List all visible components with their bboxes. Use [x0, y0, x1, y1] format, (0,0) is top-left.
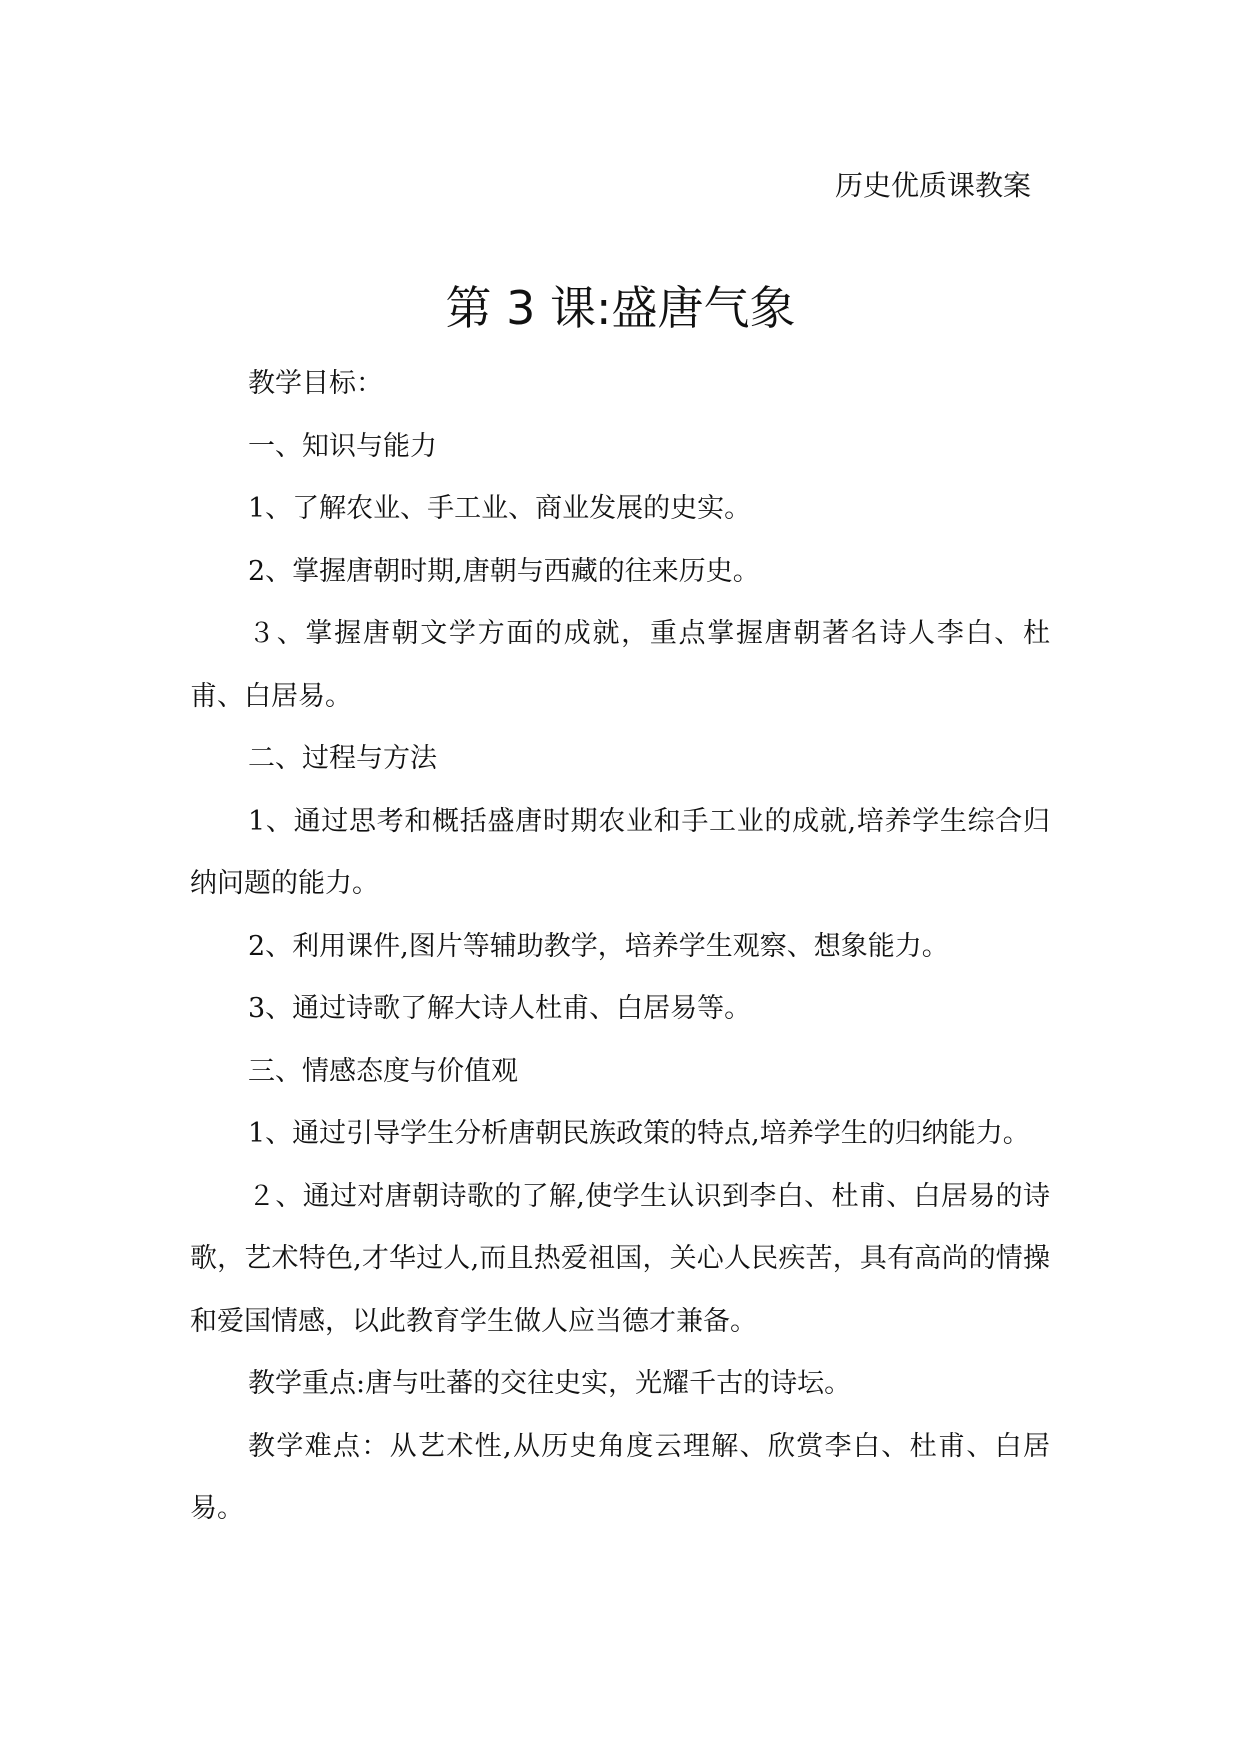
- key-points: 教学重点:唐与吐蕃的交往史实，光耀千古的诗坛。: [248, 1368, 852, 1399]
- section-heading-objectives: 教学目标：: [248, 368, 383, 399]
- list-item: 3、通过诗歌了解大诗人杜甫、白居易等。: [248, 993, 752, 1024]
- subsection-heading-process: 二、过程与方法: [248, 743, 437, 774]
- subsection-heading-knowledge: 一、知识与能力: [248, 430, 437, 462]
- lesson-title: 第 3 课:盛唐气象: [445, 281, 796, 335]
- list-item: 1、通过引导学生分析唐朝民族政策的特点,培养学生的归纳能力。: [248, 1118, 1030, 1149]
- list-item: 2、掌握唐朝时期,唐朝与西藏的往来历史。: [248, 555, 760, 587]
- subsection-heading-values: 三、情感态度与价值观: [248, 1055, 518, 1087]
- header-tag: 历史优质课教案: [834, 169, 1031, 202]
- difficult-points: 教学难点：从艺术性,从历史角度云理解、欣赏李白、杜甫、白居易。: [190, 1430, 1050, 1524]
- list-item: 1、通过思考和概括盛唐时期农业和手工业的成就,培养学生综合归纳问题的能力。: [190, 805, 1050, 899]
- list-item: 1、了解农业、手工业、商业发展的史实。: [248, 493, 752, 524]
- list-item: ２、通过对唐朝诗歌的了解,使学生认识到李白、杜甫、白居易的诗歌，艺术特色,才华过人,而且热爱祖国，关心人民疾苦，具有高尚的情操和爱国情感，以此教育学生做人应当德才兼备。: [190, 1180, 1050, 1337]
- lesson-body: [190, 353, 1050, 1541]
- list-item: 2、利用课件,图片等辅助教学，培养学生观察、想象能力。: [248, 930, 949, 962]
- list-item: ３、掌握唐朝文学方面的成就，重点掌握唐朝著名诗人李白、杜甫、白居易。: [190, 618, 1050, 712]
